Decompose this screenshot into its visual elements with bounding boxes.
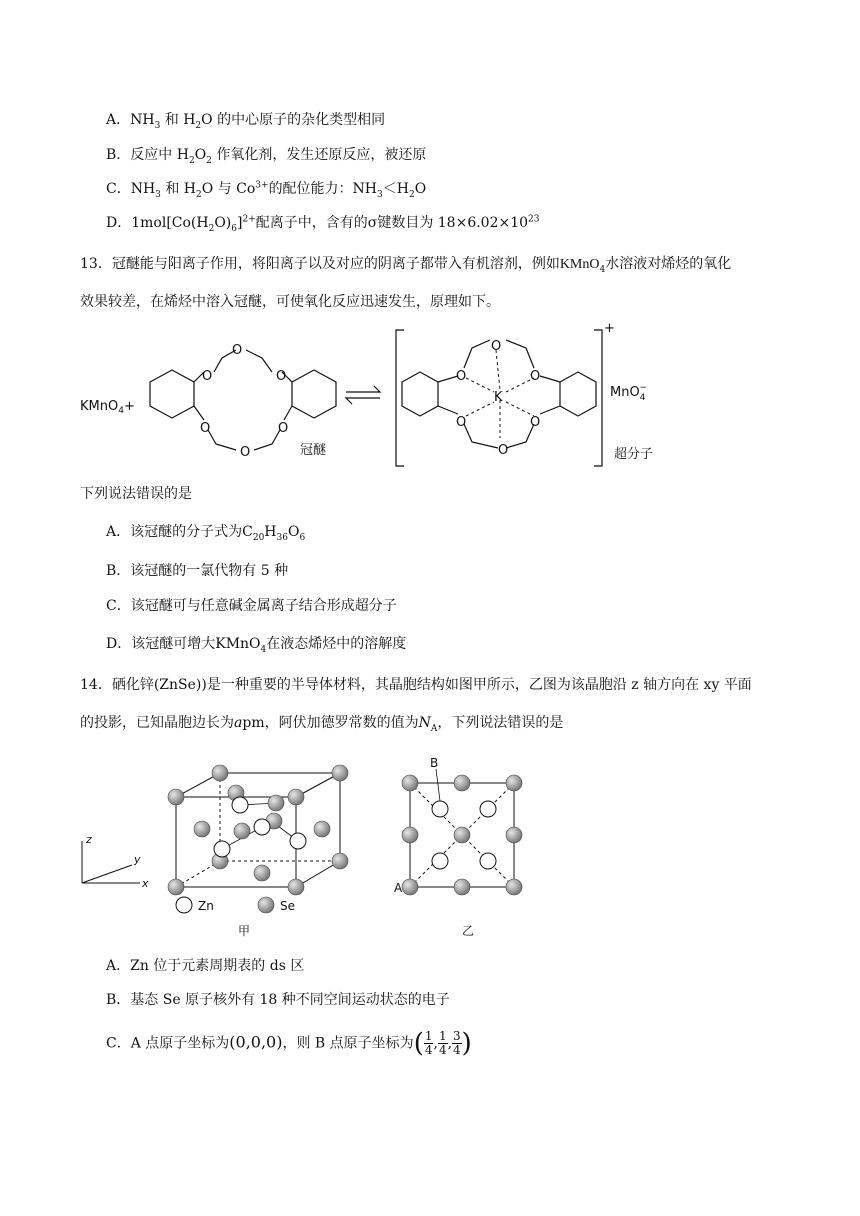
q13-ask: 下列说法错误的是	[80, 486, 192, 502]
oxygen-label: O	[278, 421, 289, 436]
permanganate-label: MnO$_4$−	[610, 383, 647, 403]
oxygen-label: O	[456, 369, 467, 384]
crown-ether-reaction-figure	[0, 320, 860, 480]
q12-option-b: B．反应中 $H_2O_2$ 作氧化剂，发生还原反应，被还原	[106, 147, 427, 166]
oxygen-label: O	[202, 369, 213, 384]
supramolecule-label: 超分子	[614, 447, 654, 462]
q14-option-c: C．A 点原子坐标为(0,0,0)，则 B 点原子坐标为( $\frac{1}{4}$ , $\frac{1}{4}$ , $\frac{3}{4}$ )	[106, 1028, 472, 1059]
q14-stem-line2: 的投影，已知晶胞边长为apm，阿伏加德罗常数的值为$N_A$，下列说法错误的是	[80, 715, 564, 734]
q13-option-b: B．该冠醚的一氯代物有 5 种	[106, 563, 289, 579]
oxygen-label: O	[498, 443, 509, 458]
crown-ether-label: 冠醚	[300, 443, 327, 458]
kmno4-label: KMnO$_4$+	[80, 399, 135, 416]
axis-z-label: z	[86, 833, 92, 846]
q13-option-a: A．该冠醚的分子式为$C_{20}H_{36}O_6$	[106, 524, 306, 543]
oxygen-label: O	[456, 415, 467, 430]
oxygen-label: O	[232, 343, 243, 358]
legend-se-label: Se	[280, 899, 295, 913]
q12-option-c: C．$NH_3$ 和 $H_2O$ 与 $Co^{3+}$的配位能力：$NH_3<H_2O$	[106, 180, 427, 200]
oxygen-label: O	[240, 445, 251, 460]
oxygen-label: O	[276, 369, 287, 384]
q13-option-d: D．该冠醚可增大KMnO$_4$在液态烯烃中的溶解度	[106, 636, 407, 655]
point-b-label: B	[430, 756, 439, 770]
caption-yi: 乙	[462, 924, 475, 938]
point-a-label: A	[394, 881, 403, 895]
q12-option-a: A．$NH_3$ 和 $H_2O$ 的中心原子的杂化类型相同	[106, 112, 386, 131]
q12-option-d: D．$1mol[Co(H_2O)_6]^{2+}$配离子中，含有的σ键数目为 $18\times 6.02\times 10^{23}$	[106, 214, 540, 234]
oxygen-label: O	[530, 369, 541, 384]
oxygen-label: O	[530, 415, 541, 430]
legend-zn-label: Zn	[198, 899, 214, 913]
fraction: $\frac{1}{4}$	[424, 1029, 433, 1057]
axis-x-label: x	[142, 877, 149, 890]
caption-jia: 甲	[238, 924, 251, 938]
axis-y-label: y	[134, 853, 141, 866]
znse-unit-cell-figure	[0, 745, 860, 945]
q13-stem-line1: 13．冠醚能与阳离子作用，将阳离子以及对应的阴离子都带入有机溶剂，例如KMnO$_4$水溶液对烯烃的氧化	[80, 256, 732, 275]
fraction: $\frac{1}{4}$	[438, 1029, 447, 1057]
fraction: $\frac{3}{4}$	[453, 1029, 461, 1057]
charge-label: +	[604, 321, 615, 336]
oxygen-label: O	[200, 421, 211, 436]
q13-option-c: C．该冠醚可与任意碱金属离子结合形成超分子	[106, 598, 397, 614]
oxygen-label: O	[491, 339, 502, 354]
q14-option-b: B．基态 Se 原子核外有 18 种不同空间运动状态的电子	[106, 992, 450, 1008]
q14-option-a: A．Zn 位于元素周期表的 ds 区	[106, 958, 305, 974]
potassium-label: K	[494, 390, 503, 405]
q14-stem-line1: 14．硒化锌(ZnSe))是一种重要的半导体材料，其晶胞结构如图甲所示，乙图为该晶胞沿 z 轴方向在 xy 平面	[80, 677, 752, 693]
q13-stem-line2: 效果较差，在烯烃中溶入冠醚，可使氧化反应迅速发生，原理如下。	[80, 294, 500, 310]
